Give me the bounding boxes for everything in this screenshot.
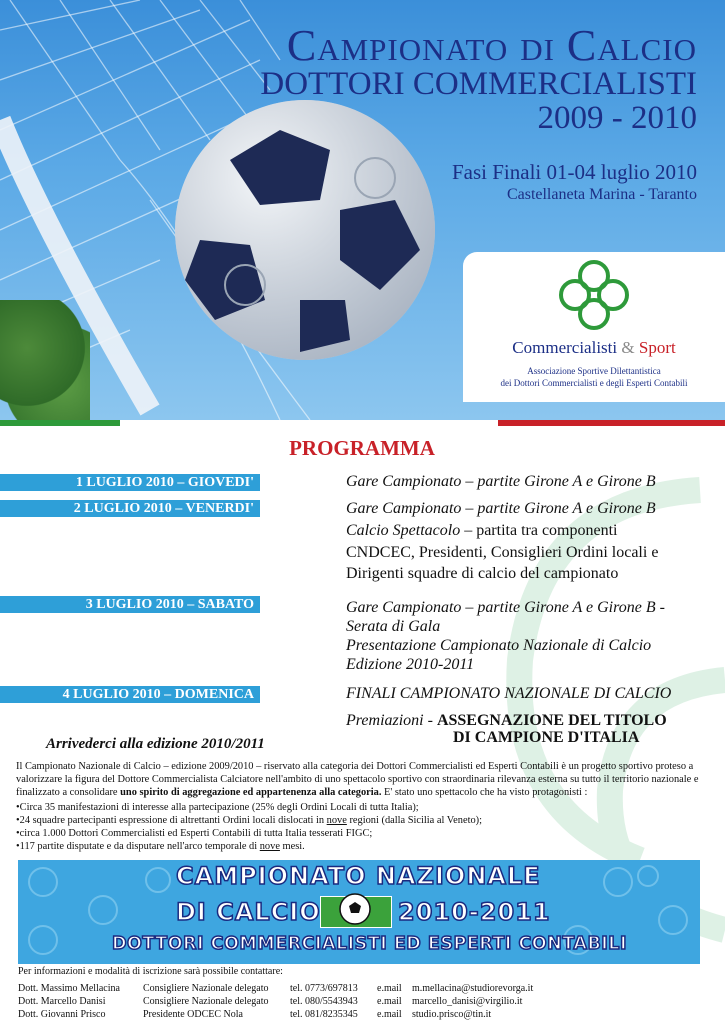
event-location: Castellaneta Marina - Taranto bbox=[506, 186, 697, 203]
bullet-2-underline: nove bbox=[326, 815, 347, 826]
programma-heading: PROGRAMMA bbox=[289, 436, 435, 460]
contact-email-label: e.mail bbox=[377, 1009, 402, 1020]
logo-wordmark bbox=[463, 338, 725, 358]
contact-role: Presidente ODCEC Nola bbox=[143, 1009, 243, 1020]
day2-line2 bbox=[346, 521, 617, 541]
contact-email-label: e.mail bbox=[377, 983, 402, 994]
bullet-1: •Circa 35 manifestazioni di interesse alla partecipazione (25% degli Ordini Locali di tutta Italia); bbox=[16, 802, 419, 813]
contact-phone: tel. 081/8235345 bbox=[290, 1009, 358, 1020]
bullet-4-b: mesi. bbox=[279, 841, 305, 852]
day2-label: 2 LUGLIO 2010 – VENERDI' bbox=[0, 500, 260, 517]
desc-bold: uno spirito di aggregazione ed appartenenza alla categoria. bbox=[120, 787, 382, 798]
day3-line4: Edizione 2010-2011 bbox=[346, 656, 475, 673]
contact-phone: tel. 0773/697813 bbox=[290, 983, 358, 994]
day2-line1: Gare Campionato – partite Girone A e Girone B bbox=[346, 500, 656, 517]
award-title-line2: DI CAMPIONE D'ITALIA bbox=[453, 729, 640, 746]
day2-line2-rest: – partita tra componenti bbox=[460, 522, 618, 539]
contact-email-link[interactable]: marcello_danisi@virgilio.it bbox=[412, 996, 523, 1007]
title-line2: DOTTORI COMMERCIALISTI bbox=[260, 66, 697, 102]
contact-name: Dott. Massimo Mellacina bbox=[18, 983, 120, 994]
hero-image bbox=[0, 0, 725, 420]
contact-phone: tel. 080/5543943 bbox=[290, 996, 358, 1007]
banner-line2a: DI CALCIO bbox=[176, 898, 321, 926]
day3-line2: Serata di Gala bbox=[346, 618, 441, 635]
day2-line3: CNDCEC, Presidenti, Consiglieri Ordini locali e bbox=[346, 544, 659, 561]
soccer-ball-icon bbox=[338, 892, 372, 926]
premiazioni-dash: - bbox=[423, 712, 437, 729]
logo-name-b: Sport bbox=[638, 338, 676, 357]
contact-role: Consigliere Nazionale delegato bbox=[143, 983, 269, 994]
title-line3: 2009 - 2010 bbox=[537, 100, 697, 136]
day4-label: 4 LUGLIO 2010 – DOMENICA bbox=[0, 686, 260, 703]
flag-stripe-green bbox=[0, 420, 120, 426]
soccer-ball-illustration bbox=[175, 100, 435, 360]
bullet-2 bbox=[16, 815, 482, 826]
contact-email-label: e.mail bbox=[377, 996, 402, 1007]
day1-label: 1 LUGLIO 2010 – GIOVEDI' bbox=[0, 474, 260, 491]
day3-line1: Gare Campionato – partite Girone A e Girone B - bbox=[346, 599, 665, 616]
contact-email-link[interactable]: m.mellacina@studiorevorga.it bbox=[412, 983, 534, 994]
bullet-2-b: regioni (dalla Sicilia al Veneto); bbox=[346, 815, 482, 826]
title-line1: Campionato di Calcio bbox=[286, 21, 697, 70]
contacts-heading: Per informazioni e modalità di iscrizione sarà possibile contattare: bbox=[18, 966, 283, 977]
contact-name: Dott. Marcello Danisi bbox=[18, 996, 106, 1007]
championship-banner bbox=[18, 860, 700, 964]
tree-foliage bbox=[0, 300, 90, 420]
day1-line1: Gare Campionato – partite Girone A e Girone B bbox=[346, 473, 656, 490]
banner-line1: CAMPIONATO NAZIONALE bbox=[176, 862, 541, 890]
banner-line2b: 2010-2011 bbox=[398, 898, 551, 926]
contact-email-link[interactable]: studio.prisco@tin.it bbox=[412, 1009, 492, 1020]
bullet-3: •circa 1.000 Dottori Commercialisti ed Esperti Contabili di tutta Italia tesserati FIGC; bbox=[16, 828, 373, 839]
contact-role: Consigliere Nazionale delegato bbox=[143, 996, 269, 1007]
desc-text: Il Campionato Nazionale di Calcio – edizione 2009/2010 – riservato alla categoria dei Dottori Commercialisti ed Esperti Contabili è un progetto sportivo proteso a valorizzare la figura del Dottore Commercialista Calciatore nell'ambito di uno spettacolo sportivo con straordinaria rilevanza esterna su tutto il territorio nazionale e finalizzato a consolidare bbox=[16, 761, 699, 798]
commercialisti-logo-icon bbox=[555, 256, 633, 334]
description-paragraph bbox=[16, 760, 712, 799]
logo-name-a: Commercialisti bbox=[512, 338, 618, 357]
bullet-4-underline: nove bbox=[259, 841, 280, 852]
phase-dates: Fasi Finali 01-04 luglio 2010 bbox=[451, 160, 697, 184]
assoc-line1: Associazione Sportive Dilettantistica bbox=[527, 366, 661, 376]
bullet-4 bbox=[16, 841, 305, 852]
day3-line3: Presentazione Campionato Nazionale di Calcio bbox=[346, 637, 652, 654]
assoc-line2: dei Dottori Commercialisti e degli Esperti Contabili bbox=[500, 378, 688, 388]
flag-stripe-white bbox=[120, 420, 248, 426]
contact-name: Dott. Giovanni Prisco bbox=[18, 1009, 106, 1020]
award-title-line1: ASSEGNAZIONE DEL TITOLO bbox=[436, 712, 667, 729]
day4-line1: FINALI CAMPIONATO NAZIONALE DI CALCIO bbox=[346, 685, 672, 702]
premiazioni-label: Premiazioni bbox=[346, 712, 424, 729]
organization-logo-panel bbox=[463, 252, 725, 402]
farewell-text: Arrivederci alla edizione 2010/2011 bbox=[46, 736, 265, 752]
day3-label: 3 LUGLIO 2010 – SABATO bbox=[0, 596, 260, 613]
banner-line3: DOTTORI COMMERCIALISTI ED ESPERTI CONTABILI bbox=[112, 934, 627, 954]
logo-ampersand: & bbox=[621, 338, 635, 357]
bullet-4-a: •117 partite disputate e da disputare nell'arco temporale di bbox=[16, 841, 260, 852]
day2-line4: Dirigenti squadre di calcio del campionato bbox=[346, 565, 619, 582]
flag-stripe-red bbox=[498, 420, 725, 426]
bullet-2-a: •24 squadre partecipanti espressione di altrettanti Ordini locali dislocati in bbox=[16, 815, 327, 826]
calcio-spettacolo-label: Calcio Spettacolo bbox=[346, 522, 461, 539]
desc-end: E' stato uno spettacolo che ha visto protagonisti : bbox=[381, 787, 588, 798]
